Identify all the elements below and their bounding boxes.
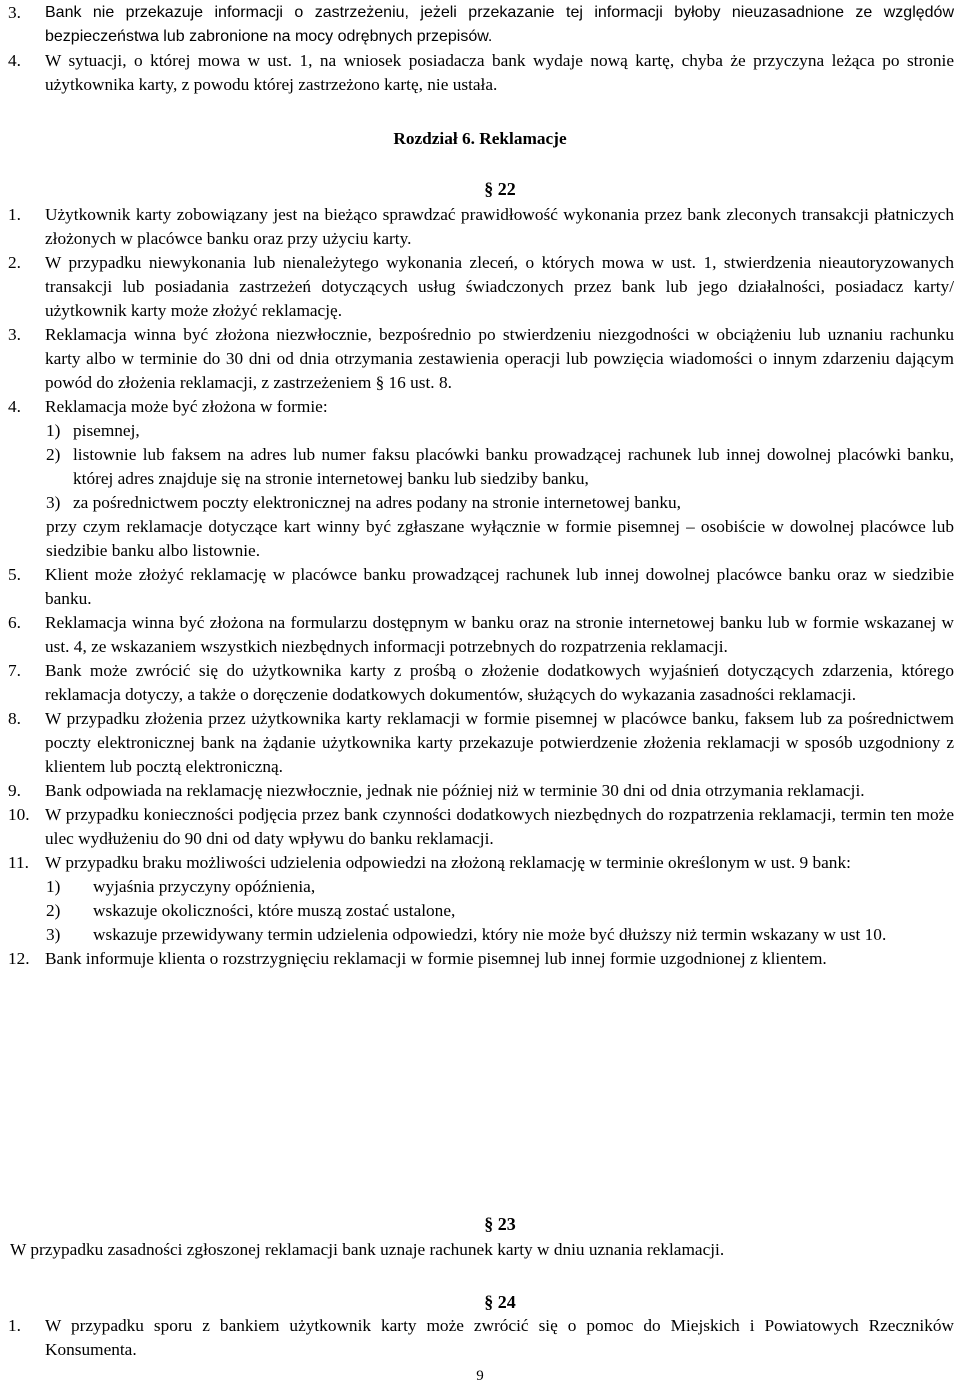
- item-number: 4.: [8, 397, 21, 416]
- list-item: [0, 323, 960, 395]
- item-text: W przypadku złożenia przez użytkownika karty reklamacji w formie pisemnej w placówce banku, faksem lub za pośrednictwem poczty elektronicznej bank na żądanie użytkownika karty przekazuje potwierdzenie złożenia reklamacji w sposób uzgodniony z klientem lub pocztą elektroniczną.: [45, 709, 954, 776]
- section-sign-23: § 23: [484, 1214, 516, 1234]
- item-number: 3.: [8, 3, 21, 22]
- item-number: 8.: [8, 709, 21, 728]
- section-sign-24: § 24: [484, 1292, 516, 1312]
- item-number: 5.: [8, 565, 21, 584]
- list-item: [0, 851, 960, 875]
- sub-item-text: wyjaśnia przyczyny opóźnienia,: [93, 877, 316, 896]
- item-text: Bank może zwrócić się do użytkownika karty z prośbą o złożenie dodatkowych wyjaśnień dotyczących zdarzenia, którego reklamacja dotyczy, a także o doręczenie dodatkowych dokumentów, służących do wykazania zasadności reklamacji.: [45, 661, 954, 704]
- sub-item-text: za pośrednictwem poczty elektronicznej na adres podany na stronie internetowej banku,: [73, 493, 681, 512]
- item-number: 3.: [8, 325, 21, 344]
- list-item: [0, 1, 960, 49]
- item-text: Reklamacja winna być złożona na formularzu dostępnym w banku oraz na stronie internetowej banku lub w formie wskazanej w ust. 4, ze wskazaniem wszystkich niezbędnych informacji potrzebnych do rozpatrzenia reklamacji.: [45, 613, 954, 656]
- list-item: [0, 803, 960, 851]
- sub-item-text: pisemnej,: [73, 421, 140, 440]
- item-number: 12.: [8, 949, 30, 968]
- item-text: W przypadku niewykonania lub nienależytego wykonania zleceń, o których mowa w ust. 1, stwierdzenia nieautoryzowanych transakcji lub posiadania zastrzeżeń dotyczących usług świadczonych przez bank lub jego działalności, posiadacz karty/ użytkownik karty może złożyć reklamację.: [45, 253, 954, 320]
- list-item: [0, 49, 960, 97]
- section-22-body: [0, 203, 960, 971]
- sub-item: [0, 923, 960, 947]
- item-text: W przypadku konieczności podjęcia przez bank czynności dodatkowych niezbędnych do rozpatrzenia reklamacji, termin ten może ulec wydłużeniu do 90 dni od daty wpływu do banku reklamacji.: [45, 805, 954, 848]
- item-number: 2.: [8, 253, 21, 272]
- item-number: 1.: [8, 205, 21, 224]
- item-number: 6.: [8, 613, 21, 632]
- item-number: 7.: [8, 661, 21, 680]
- sub-item: [0, 443, 960, 491]
- item-text: Klient może złożyć reklamację w placówce banku prowadzącej rachunek lub innej dowolnej placówce banku oraz w siedzibie banku.: [45, 565, 954, 608]
- item-text: Bank informuje klienta o rozstrzygnięciu reklamacji w formie pisemnej lub innej formie uzgodnionej z klientem.: [45, 949, 827, 968]
- page-number: 9: [476, 1368, 484, 1384]
- item-text: Reklamacja winna być złożona niezwłocznie, bezpośrednio po stwierdzeniu niezgodności w obciążeniu lub uznaniu rachunku karty albo w terminie do 30 dni od dnia otrzymania zestawienia operacji lub powzięcia wiadomości o innym zdarzeniu dającym powód do złożenia reklamacji, z zastrzeżeniem § 16 ust. 8.: [45, 325, 954, 392]
- list-item: [0, 707, 960, 779]
- item-number: 10.: [8, 805, 30, 824]
- list-item: [0, 203, 960, 251]
- item-number: 11.: [8, 853, 29, 872]
- sub-item-text: wskazuje okoliczności, które muszą zostać ustalone,: [93, 901, 456, 920]
- sub-item: [0, 491, 960, 515]
- list-item: [0, 395, 960, 419]
- list-item: [0, 563, 960, 611]
- item-4-tail: przy czym reklamacje dotyczące kart winny być zgłaszane wyłącznie w formie pisemnej – osobiście w dowolnej placówce lub siedzibie banku albo listownie.: [46, 517, 954, 560]
- item-text: W sytuacji, o której mowa w ust. 1, na wniosek posiadacza bank wydaje nową kartę, chyba że przyczyna leżąca po stronie użytkownika karty, z powodu której zastrzeżono kartę, nie ustała.: [45, 51, 954, 94]
- item-text: Użytkownik karty zobowiązany jest na bieżąco sprawdzać prawidłowość wykonania przez bank zleconych transakcji płatniczych złożonych w placówce banku oraz przy użyciu karty.: [45, 205, 954, 248]
- section-sign-22: § 22: [484, 179, 516, 199]
- item-number: 1.: [8, 1316, 21, 1335]
- list-item: [0, 659, 960, 707]
- item-number: 4.: [8, 51, 21, 70]
- sub-item: [0, 419, 960, 443]
- item-text: W przypadku sporu z bankiem użytkownik karty może zwrócić się o pomoc do Miejskich i Powiatowych Rzeczników Konsumenta.: [45, 1316, 954, 1359]
- sub-item-number: 3): [46, 493, 61, 512]
- sub-item-number: 3): [46, 925, 61, 944]
- sub-item-number: 1): [46, 877, 61, 896]
- list-item: [0, 1314, 960, 1362]
- sub-item-number: 1): [46, 421, 61, 440]
- sub-item: [0, 899, 960, 923]
- item-text: Bank nie przekazuje informacji o zastrzeżeniu, jeżeli przekazanie tej informacji byłoby nieuzasadnione ze względów bezpieczeństwa lub zabronione na mocy odrębnych przepisów.: [45, 4, 954, 45]
- sub-item-number: 2): [46, 445, 61, 464]
- item-text: Bank odpowiada na reklamację niezwłocznie, jednak nie później niż w terminie 30 dni od dnia otrzymania reklamacji.: [45, 781, 865, 800]
- sub-item-text: wskazuje przewidywany termin udzielenia odpowiedzi, który nie może być dłuższy niż termin wskazany w ust 10.: [93, 925, 887, 944]
- list-item: [0, 611, 960, 659]
- item-number: 9.: [8, 781, 21, 800]
- sub-item-text: listownie lub faksem na adres lub numer faksu placówki banku prowadzącej rachunek lub innej dowolnej placówki banku, której adres znajduje się na stronie internetowej banku lub siedziby banku,: [73, 445, 954, 488]
- sub-item: [0, 875, 960, 899]
- section-24-body: [0, 1314, 960, 1362]
- top-items: [0, 1, 960, 97]
- sub-item-number: 2): [46, 901, 61, 920]
- list-item: [0, 947, 960, 971]
- chapter-title: Rozdział 6. Reklamacje: [393, 129, 567, 148]
- item-text: W przypadku braku możliwości udzielenia odpowiedzi na złożoną reklamację w terminie określonym w ust. 9 bank:: [45, 853, 851, 872]
- item-text: Reklamacja może być złożona w formie:: [45, 397, 328, 416]
- list-item: [0, 779, 960, 803]
- section-23-text: W przypadku zasadności zgłoszonej reklamacji bank uznaje rachunek karty w dniu uznania reklamacji.: [10, 1240, 725, 1259]
- list-item: [0, 251, 960, 323]
